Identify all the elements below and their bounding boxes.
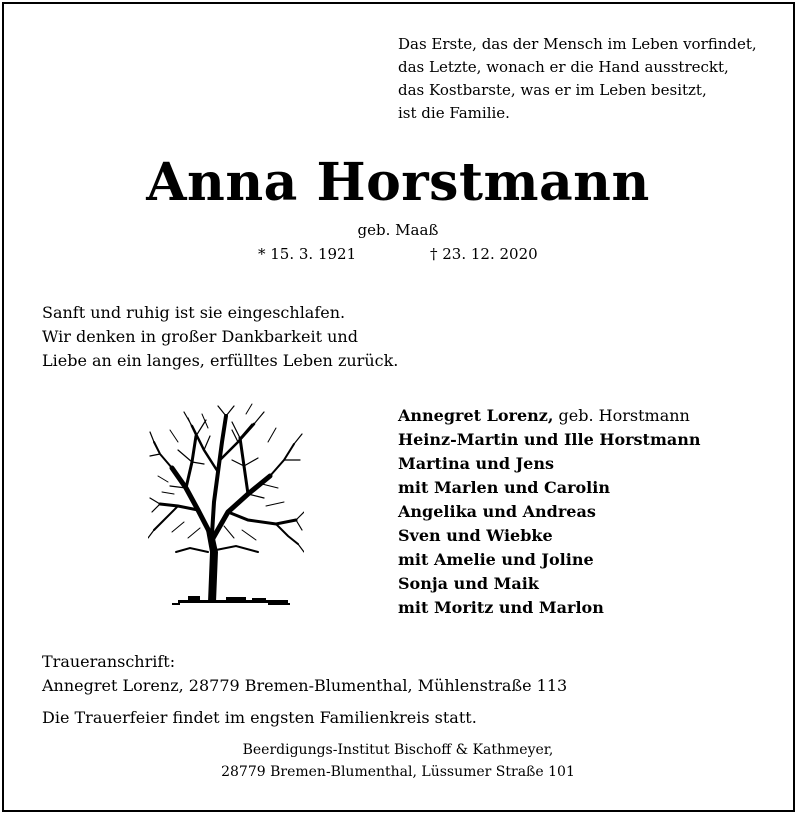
mourner-line: mit Moritz und Marlon xyxy=(398,598,604,617)
mourner-line: mit Marlen und Carolin xyxy=(398,478,610,497)
mourner-maiden: geb. Horstmann xyxy=(553,406,690,425)
mourner-line: Sven und Wiebke xyxy=(398,526,553,545)
mourning-address xyxy=(42,650,567,698)
poem-line: ist die Familie. xyxy=(398,104,510,122)
intro-line: Wir denken in großer Dankbarkeit und xyxy=(42,327,358,346)
address-label: Traueranschrift: xyxy=(42,652,176,671)
mourner-line: Heinz-Martin und Ille Horstmann xyxy=(398,430,701,449)
intro-line: Liebe an ein langes, erfülltes Leben zurück. xyxy=(42,351,399,370)
maiden-name: geb. Maaß xyxy=(357,221,439,239)
poem-line: das Letzte, wonach er die Hand ausstreckt, xyxy=(398,58,729,76)
birth-date: * 15. 3. 1921 xyxy=(258,245,357,263)
deceased-name: Anna Horstmann xyxy=(146,152,650,213)
mourner-line: mit Amelie und Joline xyxy=(398,550,594,569)
poem-line: das Kostbarste, was er im Leben besitzt, xyxy=(398,81,707,99)
mourner-line: Martina und Jens xyxy=(398,454,554,473)
mourner-line xyxy=(398,404,701,428)
undertaker-address: 28779 Bremen-Blumenthal, Lüssumer Straße 101 xyxy=(221,764,575,780)
mourner-line: Sonja und Maik xyxy=(398,574,539,593)
address-line: Annegret Lorenz, 28779 Bremen-Blumenthal, Mühlenstraße 113 xyxy=(42,676,568,695)
undertaker-name: Beerdigungs-Institut Bischoff & Kathmeyer, xyxy=(242,742,554,758)
mourners-list xyxy=(398,404,701,620)
mourner-line: Angelika und Andreas xyxy=(398,502,596,521)
death-date: † 23. 12. 2020 xyxy=(430,245,538,263)
intro-line: Sanft und ruhig ist sie eingeschlafen. xyxy=(42,303,346,322)
poem-line: Das Erste, das der Mensch im Leben vorfindet, xyxy=(398,35,757,53)
undertaker xyxy=(0,739,796,783)
ceremony-note: Die Trauerfeier findet im engsten Familienkreis statt. xyxy=(42,708,477,727)
poem xyxy=(398,33,757,125)
tree-icon xyxy=(148,402,304,620)
intro-text xyxy=(42,301,398,373)
mourner-name: Annegret Lorenz, xyxy=(398,406,554,425)
